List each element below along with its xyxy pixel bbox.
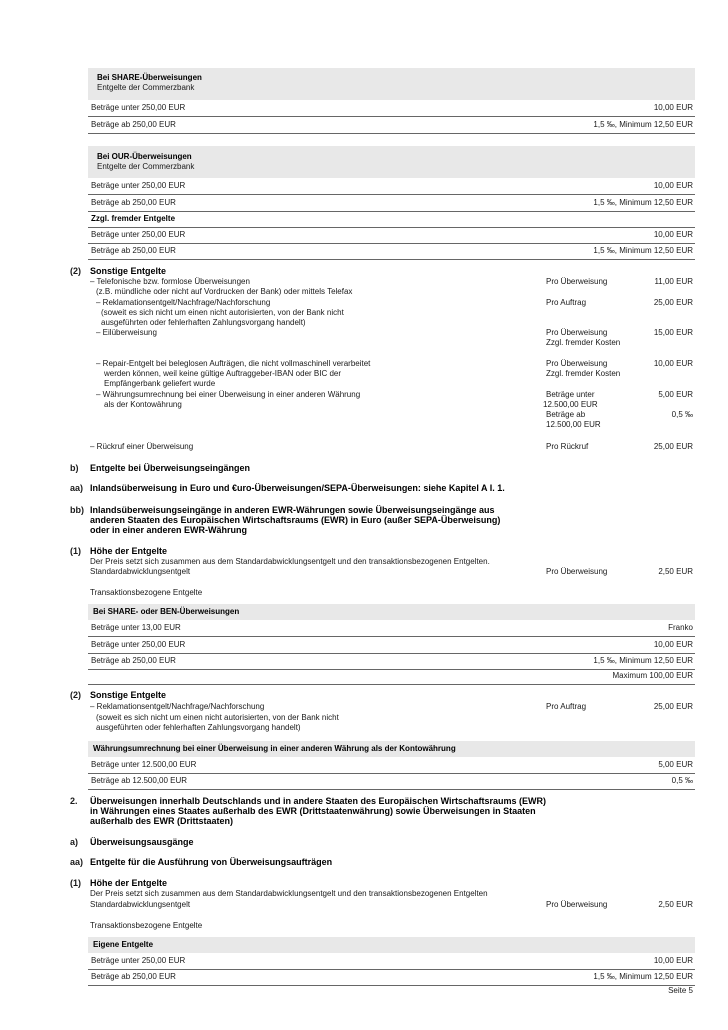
row-label: Zzgl. fremder Entgelte (91, 214, 176, 223)
section-number: 2. (70, 796, 78, 806)
our-foreign-under-250 (88, 227, 695, 244)
section-title: in Währungen eines Staates außerhalb des EWR (Drittstaatenwährung) sowie Überweisungen in Staaten (90, 806, 536, 816)
section-title: Entgelte bei Überweisungseingängen (90, 463, 251, 473)
our-row-under-250 (88, 178, 695, 195)
share-subtitle: Entgelte der Commerzbank (97, 83, 195, 92)
conversion-row-under (88, 757, 695, 774)
own-row-from-250 (88, 969, 695, 986)
row-amount: 1,5 ‰, Minimum 12,50 EUR (593, 972, 693, 981)
item-amount: 11,00 EUR (654, 277, 693, 286)
item-unit: Beträge unter (546, 390, 595, 399)
item-text: Empfängerbank geliefert wurde (104, 379, 216, 388)
row-amount: 0,5 ‰ (671, 776, 693, 785)
row-amount: 10,00 EUR (653, 103, 693, 112)
row-amount: 1,5 ‰, Minimum 12,50 EUR (593, 198, 693, 207)
item-text: (soweit es sich nicht um einen nicht autorisierten, von der Bank nicht (96, 713, 339, 722)
section-title: Sonstige Entgelte (90, 690, 167, 700)
item-text: werden können, weil keine gültige Auftraggeber-IBAN oder BIC der (104, 369, 342, 378)
item-amount: 15,00 EUR (653, 328, 693, 337)
row-label: Beträge ab 250,00 EUR (91, 246, 176, 255)
row-label: Beträge ab 250,00 EUR (91, 656, 176, 665)
item-text: (z.B. mündliche oder nicht auf Vordrucken der Bank) oder mittels Telefax (96, 287, 353, 296)
std-label: Standardabwicklungsentgelt (90, 567, 191, 576)
page-number: Seite 5 (668, 986, 693, 995)
item-unit: 12.500,00 EUR (543, 400, 598, 409)
section-title: Überweisungsausgänge (90, 837, 194, 847)
item-text: (soweit es sich nicht um einen nicht autorisierten, von der Bank nicht (101, 308, 344, 317)
item-text: – Rückruf einer Überweisung (90, 442, 194, 451)
row-label: Beträge unter 250,00 EUR (91, 640, 186, 649)
section-number: b) (70, 463, 79, 473)
std-amount: 2,50 EUR (658, 900, 693, 909)
item-unit: Pro Auftrag (546, 298, 587, 307)
section-number: bb) (70, 505, 84, 515)
std-unit: Pro Überweisung (546, 900, 608, 909)
item-amount: 10,00 EUR (653, 359, 693, 368)
item-amount: 25,00 EUR (653, 702, 693, 711)
row-label: Beträge ab 250,00 EUR (91, 972, 176, 981)
item-text: ausgeführten oder fehlerhaften Zahlungsvorgang handelt) (101, 318, 306, 327)
item-text: ausgeführten oder fehlerhaften Zahlungsvorgang handelt) (96, 723, 301, 732)
section-title: Überweisungen innerhalb Deutschlands und in andere Staaten des Europäischen Wirtschaftsraums (EWR) (90, 796, 547, 806)
share-header (88, 68, 695, 100)
row-amount: 1,5 ‰, Minimum 12,50 EUR (593, 120, 693, 129)
item-amount: 25,00 EUR (653, 442, 693, 451)
row-label: Beträge unter 250,00 EUR (91, 103, 186, 112)
row-label: Beträge ab 250,00 EUR (91, 120, 176, 129)
section-title: Inlandsüberweisungseingänge in anderen EWR-Währungen sowie Überweisungseingänge aus (90, 505, 495, 515)
item-unit: 12.500,00 EUR (546, 420, 601, 429)
box-title: Eigene Entgelte (93, 940, 154, 949)
our-foreign-title (88, 211, 695, 228)
trans-label: Transaktionsbezogene Entgelte (90, 588, 203, 597)
section-number: (1) (70, 546, 81, 556)
row-label: Beträge unter 250,00 EUR (91, 230, 186, 239)
row-amount: 10,00 EUR (653, 181, 693, 190)
section-number: (1) (70, 878, 81, 888)
item-unit: Pro Überweisung (546, 328, 608, 337)
section-title: oder in einer anderen EWR-Währung (90, 525, 248, 535)
item-text: – Repair-Entgelt bei beleglosen Aufträgen, die nicht vollmaschinell verarbeitet (96, 359, 371, 368)
row-amount: 1,5 ‰, Minimum 12,50 EUR (593, 246, 693, 255)
own-row-under-250 (88, 953, 695, 970)
desc-text: Der Preis setzt sich zusammen aus dem Standardabwicklungsentgelt und den transaktionsbezogenen Entgelten (90, 889, 488, 898)
row-label: Beträge unter 250,00 EUR (91, 181, 186, 190)
item-text: als der Kontowährung (104, 400, 182, 409)
section-title: außerhalb des EWR (Drittstaaten) (90, 816, 234, 826)
section-number: aa) (70, 483, 84, 493)
section-title: Höhe der Entgelte (90, 546, 168, 556)
own-fees-header (88, 937, 695, 953)
row-label: Beträge ab 250,00 EUR (91, 198, 176, 207)
std-label: Standardabwicklungsentgelt (90, 900, 191, 909)
item-unit: Pro Überweisung (546, 277, 608, 286)
std-unit: Pro Überweisung (546, 567, 608, 576)
row-amount: 10,00 EUR (653, 640, 693, 649)
item-amount: 0,5 ‰ (671, 410, 693, 419)
our-foreign-from-250 (88, 243, 695, 260)
share-title: Bei SHARE-Überweisungen (97, 73, 202, 82)
row-label: Beträge unter 250,00 EUR (91, 956, 186, 965)
share-row-from-250 (88, 117, 695, 134)
std-amount: 2,50 EUR (658, 567, 693, 576)
our-header (88, 146, 695, 178)
trans-label: Transaktionsbezogene Entgelte (90, 921, 203, 930)
item-unit: Zzgl. fremder Kosten (546, 369, 621, 378)
desc-text: Der Preis setzt sich zusammen aus dem Standardabwicklungsentgelt und den transaktionsbezogenen Entgelten. (90, 557, 490, 566)
section-title: Entgelte für die Ausführung von Überweisungsaufträgen (90, 857, 333, 867)
item-unit: Pro Überweisung (546, 359, 608, 368)
section-number: (2) (70, 690, 81, 700)
row-amount: 1,5 ‰, Minimum 12,50 EUR (593, 656, 693, 665)
section-title: Sonstige Entgelte (90, 266, 167, 276)
row-label: Beträge unter 12.500,00 EUR (91, 760, 197, 769)
item-text: – Telefonische bzw. formlose Überweisungen (90, 277, 250, 286)
section-title: Höhe der Entgelte (90, 878, 168, 888)
section-title: anderen Staaten des Europäischen Wirtschaftsraums (EWR) in Euro (außer SEPA-Überweisung) (90, 515, 501, 525)
item-unit: Pro Rückruf (546, 442, 589, 451)
item-unit: Beträge ab (546, 410, 586, 419)
box-title: Bei SHARE- oder BEN-Überweisungen (93, 607, 240, 616)
row-amount: 10,00 EUR (653, 230, 693, 239)
item-unit: Pro Auftrag (546, 702, 587, 711)
row-label: Beträge unter 13,00 EUR (91, 623, 181, 632)
row-amount: Maximum 100,00 EUR (612, 671, 693, 680)
row-amount: 10,00 EUR (653, 956, 693, 965)
row-amount: 5,00 EUR (658, 760, 693, 769)
share-row-under-250 (88, 100, 695, 117)
item-amount: 5,00 EUR (658, 390, 693, 399)
our-title: Bei OUR-Überweisungen (97, 152, 192, 161)
share-ben-header (88, 604, 695, 620)
item-text: – Eilüberweisung (96, 328, 157, 337)
conversion-row-from (88, 773, 695, 790)
section-number: (2) (70, 266, 81, 276)
section-title: Inlandsüberweisung in Euro und €uro-Überweisungen/SEPA-Überweisungen: siehe Kapitel A I. 1. (90, 483, 505, 493)
row-label: Beträge ab 12.500,00 EUR (91, 776, 188, 785)
hoehe1-row-under-13 (88, 620, 695, 637)
currency-conversion-header (88, 741, 695, 757)
hoehe1-row-maximum (88, 668, 695, 685)
section-number: a) (70, 837, 79, 847)
item-text: – Währungsumrechnung bei einer Überweisung in einer anderen Währung (96, 390, 361, 399)
hoehe1-row-under-250 (88, 637, 695, 654)
section-number: aa) (70, 857, 84, 867)
row-amount: Franko (668, 623, 693, 632)
item-unit: Zzgl. fremder Kosten (546, 338, 621, 347)
item-text: – Reklamationsentgelt/Nachfrage/Nachforschung (90, 702, 265, 711)
item-amount: 25,00 EUR (653, 298, 693, 307)
item-text: – Reklamationsentgelt/Nachfrage/Nachforschung (96, 298, 271, 307)
our-subtitle: Entgelte der Commerzbank (97, 162, 195, 171)
our-row-from-250 (88, 195, 695, 212)
box-title: Währungsumrechnung bei einer Überweisung in einer anderen Währung als der Kontowährung (93, 744, 456, 753)
